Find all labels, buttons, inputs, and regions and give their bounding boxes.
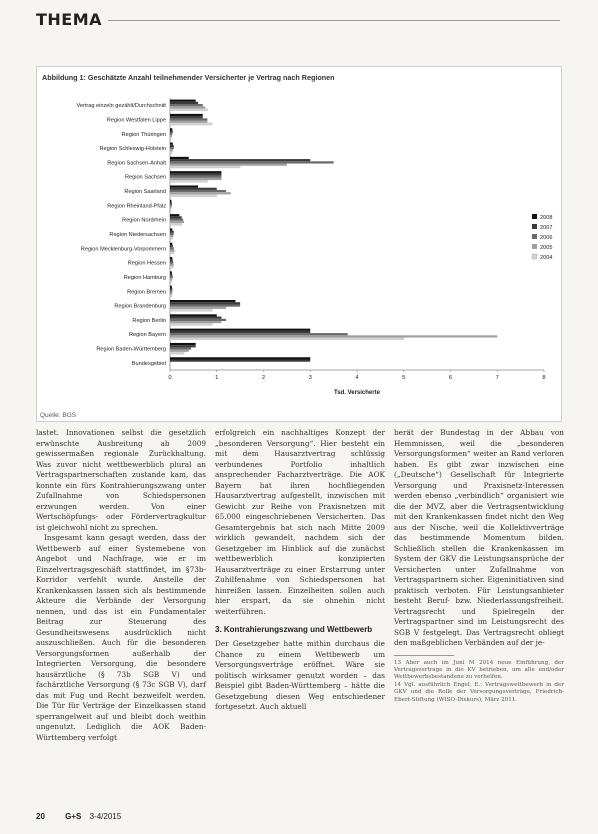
- legend-label: 2006: [540, 235, 553, 241]
- bar-2008: [170, 257, 172, 259]
- bar-2005: [170, 292, 172, 294]
- bar-2006: [170, 262, 173, 264]
- bar-2005: [170, 206, 171, 208]
- bar-2004: [170, 266, 173, 268]
- bar-2004: [170, 194, 217, 196]
- category-label: Region Bayern: [128, 332, 166, 339]
- x-tick-label: 2: [261, 375, 266, 381]
- bar-2004: [170, 237, 172, 239]
- bar-2007: [170, 130, 173, 132]
- legend-swatch: [532, 254, 537, 259]
- footnote: 14 Vgl. ausführlich Engel, E.: Vertragswettbewerb in der GKV und die Rolle der Versorgungsverträge, Friedrich-Ebert-Stiftung (WISO-Diskurs), März 2011.: [394, 681, 564, 703]
- bar-2005: [170, 149, 173, 151]
- bar-chart: [36, 82, 560, 410]
- legend-swatch: [532, 244, 537, 249]
- bar-2004: [170, 209, 171, 211]
- bar-2005: [170, 178, 221, 180]
- bar-2006: [170, 204, 172, 206]
- category-label: Region Saarland: [124, 189, 166, 196]
- paragraph: erfolgreich ein nachhaltiges Konzept der „besonderen Versorgung“. Hier besteht ein mit dem Hausarztvertrag schlüssig verbundenes Portfolio inhaltlich ansprechender Facharztverträge. Die AOK Bayern hat ihren hochfliegenden Hausarztvertrag aufgestellt, inzwischen mit Gewicht zur Reihe von Praxisnetzen mit 65.000 eingeschriebenen Versicherten. Das Gesamtergebnis hat sich nach Mitte 2009 wirklich gewandelt, nachdem sich der Gesetzgeber im Hinblick auf die zunächst wettbewerblich konzipierten Hausarztverträge zu einer Erstarrung unter Zuhilfenahme von Schiedspersonen hat hinreißen lassen. Einzelheiten sollen auch hier erspart, da sie ohnehin nicht weiterführen.: [215, 428, 385, 616]
- bar-2006: [170, 233, 174, 235]
- bar-2008: [170, 329, 310, 331]
- bar-2004: [170, 352, 184, 354]
- footnote-rule: [394, 655, 454, 656]
- x-tick-label: 3: [308, 375, 312, 381]
- figure-source: Quelle: BGS: [40, 412, 77, 419]
- section-title: THEMA: [36, 10, 103, 29]
- x-tick-label: 0: [168, 375, 172, 381]
- bar-2008: [170, 171, 221, 173]
- bar-2006: [170, 176, 221, 178]
- category-label: Region Sachsen-Anhalt: [107, 160, 166, 167]
- page-number: 20: [36, 812, 45, 821]
- bar-2008: [170, 357, 310, 359]
- legend-swatch: [532, 214, 537, 219]
- bar-2007: [170, 188, 217, 190]
- bar-2006: [170, 276, 173, 278]
- bar-2005: [170, 321, 221, 323]
- bar-2008: [170, 128, 172, 130]
- header-rule: [108, 20, 560, 21]
- x-tick-label: 1: [215, 375, 219, 381]
- bar-2008: [170, 300, 235, 302]
- bar-2006: [170, 133, 172, 135]
- x-tick-label: 5: [402, 375, 406, 381]
- bar-2005: [170, 264, 174, 266]
- bar-2007: [170, 359, 310, 361]
- bar-2004: [170, 280, 172, 282]
- bar-2006: [170, 304, 240, 306]
- bar-2007: [170, 231, 174, 233]
- bar-2008: [170, 286, 172, 288]
- bar-2007: [170, 245, 173, 247]
- x-tick-label: 6: [448, 375, 453, 381]
- page-footer: [36, 812, 121, 821]
- legend-label: 2008: [540, 215, 553, 221]
- x-tick-label: 7: [495, 375, 499, 381]
- category-label: Bundesgebiet: [131, 360, 166, 367]
- x-axis-label: Tsd. Versicherte: [334, 390, 380, 396]
- bar-2005: [170, 278, 172, 280]
- category-label: Region Baden-Württemberg: [96, 346, 166, 353]
- paragraph: lastet. Innovationen selbst die gesetzlich erwünschte Ausbreitung ab 2009 gewissermaßen regionale Zurückhaltung. Was zuvor nicht wettbewerblich plural an Vertragspartnerschaften zustande kam, das konnte ein fürs Kontrahierungszwang unter Zufallnahme von Schiedspersonen erzwungen werden. Von einer Wertschöpfungs- oder Fördervertragkultur ist gleichwohl nicht zu sprechen.: [36, 428, 206, 532]
- text-column-1: [36, 428, 206, 743]
- legend-label: 2004: [540, 255, 553, 261]
- bar-2006: [170, 104, 203, 106]
- bar-2008: [170, 314, 217, 316]
- category-label: Region Nordrhein: [122, 217, 166, 224]
- text-column-3: [394, 428, 564, 704]
- bar-2005: [170, 121, 207, 123]
- bar-2005: [170, 192, 231, 194]
- bar-2004: [170, 309, 212, 311]
- bar-2005: [170, 350, 189, 352]
- bar-2004: [170, 151, 172, 153]
- figure-title: Abbildung 1: Geschätzte Anzahl teilnehmender Versicherter je Vertrag nach Regionen: [42, 73, 335, 82]
- bar-2005: [170, 249, 175, 251]
- section-heading: 3. Kontrahierungszwang und Wettbewerb: [215, 625, 373, 634]
- legend-label: 2005: [540, 245, 553, 251]
- bar-2007: [170, 274, 172, 276]
- bar-2005: [170, 335, 497, 337]
- bar-2007: [170, 317, 221, 319]
- bar-2008: [170, 100, 196, 102]
- category-label: Region Sachsen: [124, 174, 166, 181]
- bar-2008: [170, 114, 203, 116]
- bar-2004: [170, 223, 182, 225]
- bar-2004: [170, 180, 207, 182]
- x-tick-label: 8: [542, 375, 546, 381]
- bar-2007: [170, 345, 196, 347]
- category-label: Region Thüringen: [121, 131, 166, 138]
- bar-2007: [170, 302, 240, 304]
- bar-2007: [170, 259, 173, 261]
- bar-2007: [170, 145, 174, 147]
- bar-2007: [170, 159, 310, 161]
- bar-2008: [170, 214, 179, 216]
- bar-2006: [170, 347, 191, 349]
- bar-2005: [170, 135, 172, 137]
- bar-2006: [170, 247, 174, 249]
- bar-2005: [170, 235, 173, 237]
- bar-2007: [170, 173, 221, 175]
- text-column-2: [215, 428, 385, 713]
- bar-2006: [170, 190, 226, 192]
- bar-2008: [170, 157, 189, 159]
- bar-2006: [170, 319, 226, 321]
- legend-swatch: [532, 224, 537, 229]
- category-label: Region Mecklenburg-Vorpommern: [80, 246, 166, 253]
- category-label: Region Niedersachsen: [109, 232, 166, 238]
- category-label: Region Schleswig-Holstein: [99, 146, 166, 153]
- bar-2004: [170, 137, 171, 139]
- bar-2004: [170, 338, 404, 340]
- category-label: Region Bremen: [127, 289, 166, 296]
- bar-2006: [170, 290, 172, 292]
- category-label: Region Hessen: [127, 260, 166, 267]
- category-label: Region Rheinland-Pfalz: [107, 203, 166, 210]
- bar-2005: [170, 164, 287, 166]
- journal-name: G+S: [65, 812, 82, 821]
- bar-2004: [170, 323, 212, 325]
- bar-2006: [170, 219, 183, 221]
- bar-2005: [170, 106, 205, 108]
- bar-2007: [170, 116, 203, 118]
- paragraph: Insgesamt kann gesagt werden, dass der Wettbewerb auf einer Systemebene von Angebot und Nachfrage, wie er im Einzelvertragsgeschäft stattfindet, im §73b-Korridor verfehlt wurde. Anstelle der Krankenkassen lassen sich als bestimmende Akteure die Verbände der Versorgung nennen, und das ist ein Fundamentaler Beitrag zur Steuerung des Gesundheitswesens ausdrücklich nicht auszuschließen. Auch für die besonderen Versorgungsformen außerhalb der Integrierten Versorgung, die besondere hausärztliche (§ 73b SGB V) und fachärztliche Versorgung (§ 73c SGB V), darf das mit Fug und Recht bezweifelt werden. Die Tür für Verträge der Einzelkassen stand sperrangelweit auf und bleibt doch weithin ungenutzt. Lediglich die AOK Baden-Württemberg verfolgt: [36, 533, 206, 742]
- legend-swatch: [532, 234, 537, 239]
- bar-2008: [170, 243, 172, 245]
- bar-2007: [170, 216, 182, 218]
- bar-2006: [170, 147, 174, 149]
- bar-2006: [170, 333, 348, 335]
- bar-2008: [170, 343, 196, 345]
- category-label: Region Brandenburg: [114, 303, 166, 310]
- footnote: 13 Aber auch im Juni M 2014 neue Einführung, der Vertragsvertrage in die KV betrieben, um alle und/oder Wettbewerbsbestandene zu verhelfen.: [394, 659, 564, 681]
- bar-2005: [170, 307, 226, 309]
- bar-2008: [170, 271, 172, 273]
- paragraph: Der Gesetzgeber hatte mithin durchaus die Chance zu einem Wettbewerb um Versorgungsverträge eröffnet. Wäre sie politisch wirksamer genutzt worden – das Beispiel gibt Baden-Württemberg – hätte die Gesetzgebung diesen Weg entschiedener fortgesetzt. Auch aktuell: [215, 639, 385, 711]
- bar-2008: [170, 185, 198, 187]
- bar-2007: [170, 288, 172, 290]
- bar-2007: [170, 202, 172, 204]
- category-label: Region Hamburg: [123, 274, 166, 281]
- bar-2008: [170, 143, 173, 145]
- bar-2007: [170, 331, 310, 333]
- bar-2008: [170, 200, 171, 202]
- category-label: Region Westfalen Lippe: [106, 117, 166, 124]
- paragraph: berät der Bundestag in der Abbau von Hemmnissen, weil die „besonderen Versorgungsformen“ weiter an Rand verloren haben. Es gibt zwar inzwischen eine („Deutsche“) Gesellschaft für Integrierte Versorgung und Praxisnetz-Interessen werden ebenso „verbindlich“ organisiert wie die der MVZ, aber die Vertragsentwicklung mit den Krankenkassen findet nicht den Weg aus der Nische, weil die Kollektivverträge das bestimmende Momentum bilden. Schließlich stellen die Krankenkassen im System der GKV die Leistungsansprüche der Versicherten unter Zufallnahme von Vertragspartnern sicher. Eigeninitiativen sind praktisch verboten. Für Leistungsanbieter besteht Beruf- bzw. Niederlassungsfreiheit. Vertragsrecht und Spielregeln der Vertragspartner sind im Leistungsrecht des SGB V festgelegt. Das Vertragsrecht obliegt den maßgeblichen Verbänden auf der je-: [394, 428, 564, 647]
- x-tick-label: 4: [355, 375, 359, 381]
- bar-2006: [170, 118, 207, 120]
- bar-2007: [170, 102, 198, 104]
- legend-label: 2007: [540, 225, 553, 231]
- bar-2008: [170, 228, 172, 230]
- bar-2004: [170, 295, 172, 297]
- bar-2005: [170, 221, 184, 223]
- bar-2004: [170, 123, 212, 125]
- bar-2006: [170, 161, 334, 163]
- journal-issue: 3-4/2015: [89, 812, 122, 821]
- bar-2004: [170, 252, 174, 254]
- bar-2004: [170, 109, 207, 111]
- category-label: Region Berlin: [132, 317, 166, 324]
- bar-2004: [170, 166, 240, 168]
- category-label: Vertrag einzeln gezählt/Durchschnitt: [76, 103, 166, 110]
